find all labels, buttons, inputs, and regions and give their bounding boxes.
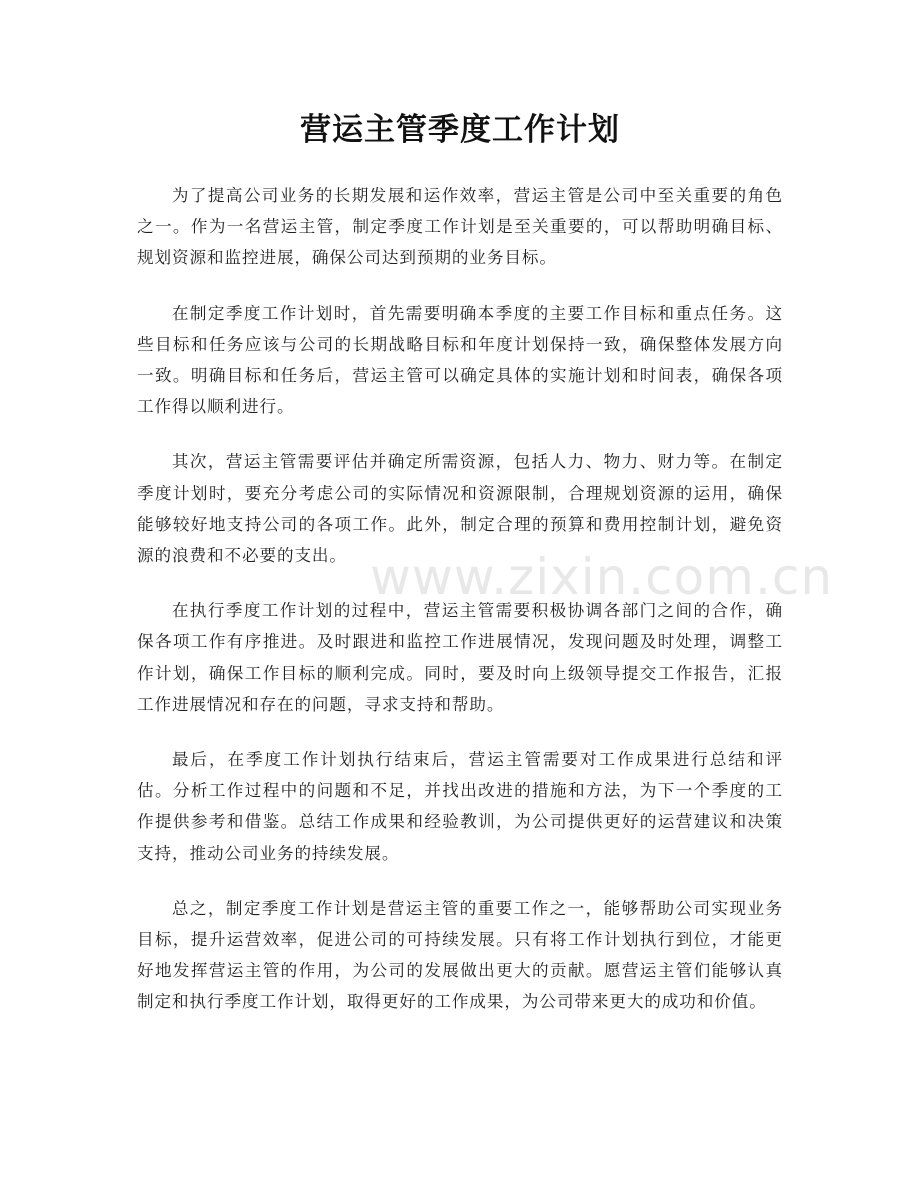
paragraph: 在制定季度工作计划时，首先需要明确本季度的主要工作目标和重点任务。这些目标和任务应该与公司的长期战略目标和年度计划保持一致，确保整体发展方向一致。明确目标和任务后，营运主管可以确定具体的实施计划和时间表，确保各项工作得以顺利进行。 bbox=[137, 303, 783, 417]
paragraph: 在执行季度工作计划的过程中，营运主管需要积极协调各部门之间的合作，确保各项工作有序推进。及时跟进和监控工作进展情况，发现问题及时处理，调整工作计划，确保工作目标的顺利完成。同时，要及时向上级领导提交工作报告，汇报工作进展情况和存在的问题，寻求支持和帮助。 bbox=[137, 601, 783, 714]
document-title: 营运主管季度工作计划 bbox=[300, 112, 620, 148]
paragraph: 最后，在季度工作计划执行结束后，营运主管需要对工作成果进行总结和评估。分析工作过程中的问题和不足，并找出改进的措施和方法，为下一个季度的工作提供参考和借鉴。总结工作成果和经验教训，为公司提供更好的运营建议和决策支持，推动公司业务的持续发展。 bbox=[137, 750, 783, 863]
paragraph: 为了提高公司业务的长期发展和运作效率，营运主管是公司中至关重要的角色之一。作为一名营运主管，制定季度工作计划是至关重要的，可以帮助明确目标、规划资源和监控进展，确保公司达到预期的业务目标。 bbox=[137, 186, 783, 268]
document-body bbox=[137, 180, 783, 1018]
paragraph: 总之，制定季度工作计划是营运主管的重要工作之一，能够帮助公司实现业务目标，提升运营效率，促进公司的可持续发展。只有将工作计划执行到位，才能更好地发挥营运主管的作用，为公司的发展做出更大的贡献。愿营运主管们能够认真制定和执行季度工作计划，取得更好的工作成果，为公司带来更大的成功和价值。 bbox=[137, 898, 783, 1012]
paragraph: 其次，营运主管需要评估并确定所需资源，包括人力、物力、财力等。在制定季度计划时，要充分考虑公司的实际情况和资源限制，合理规划资源的运用，确保能够较好地支持公司的各项工作。此外，制定合理的预算和费用控制计划，避免资源的浪费和不必要的支出。 bbox=[137, 452, 783, 566]
watermark: www.zixin.com.cn bbox=[370, 548, 834, 606]
